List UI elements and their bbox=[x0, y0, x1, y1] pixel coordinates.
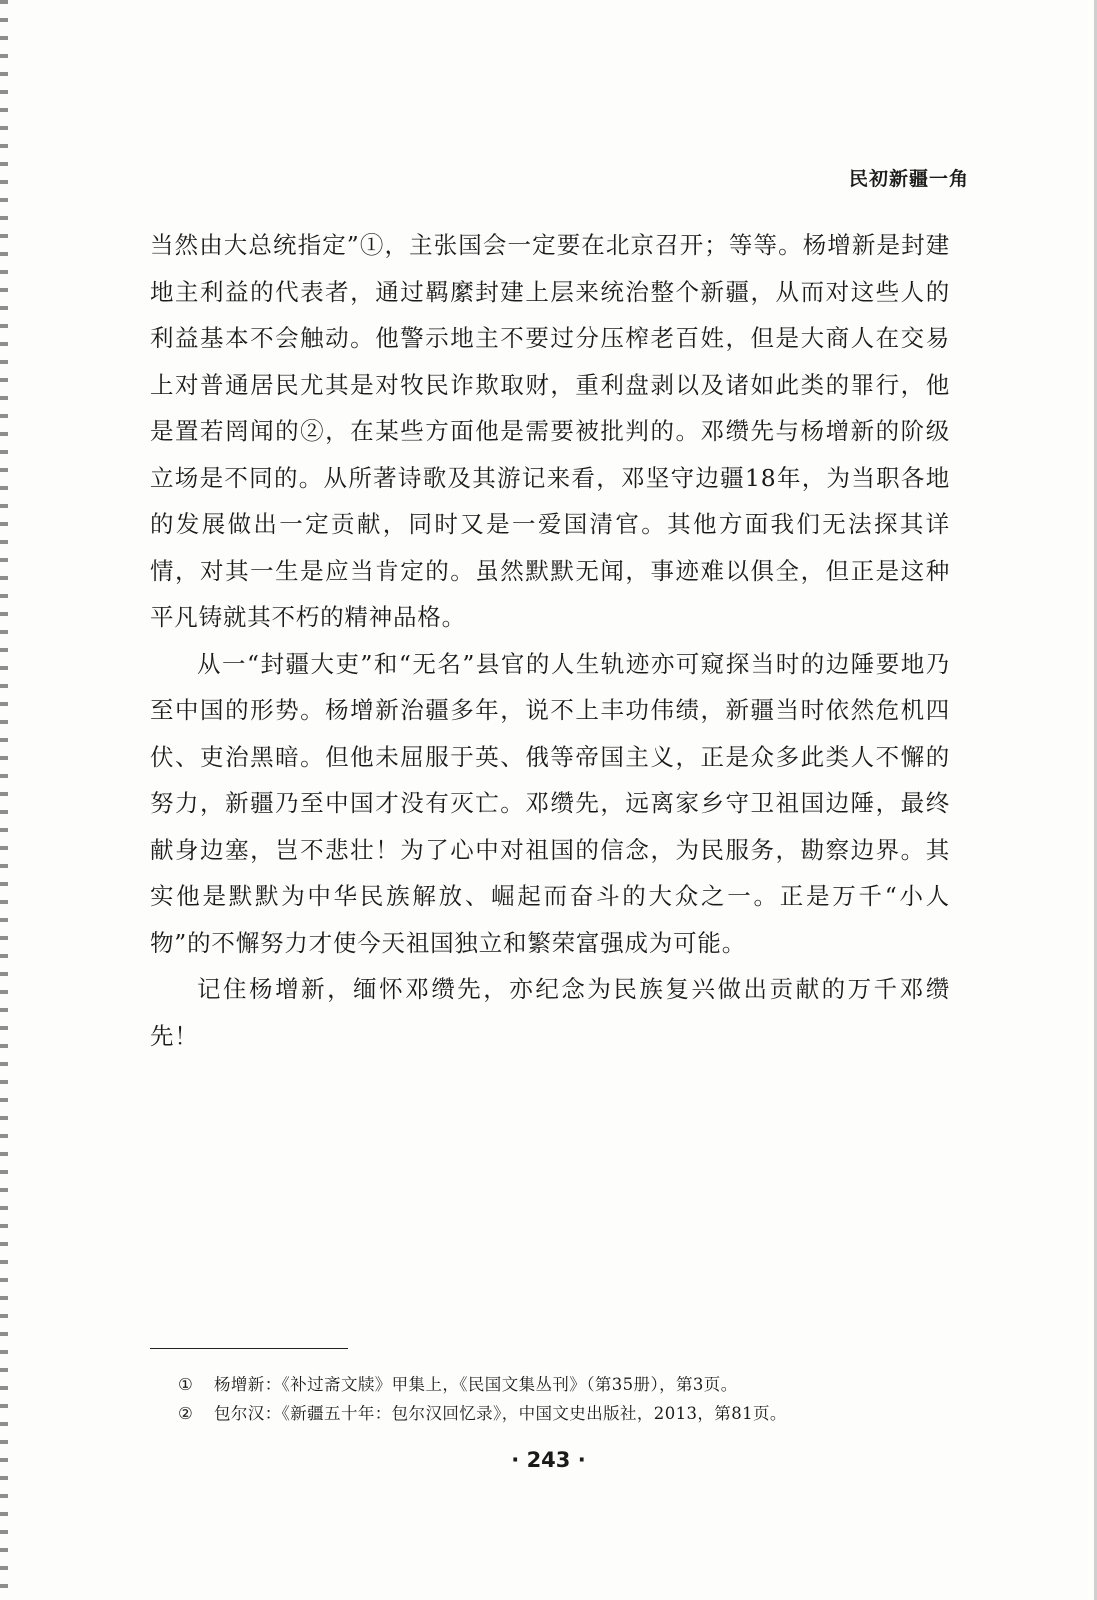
page-number: · 243 · bbox=[511, 1448, 586, 1472]
paragraph-1: 当然由大总统指定”①，主张国会一定要在北京召开；等等。杨增新是封建地主利益的代表者，通过羁縻封建上层来统治整个新疆，从而对这些人的利益基本不会触动。他警示地主不要过分压榨老百姓，但是大商人在交易上对普通居民尤其是对牧民诈欺取财，重利盘剥以及诸如此类的罪行，他是置若罔闻的②，在某些方面他是需要被批判的。邓缵先与杨增新的阶级立场是不同的。从所著诗歌及其游记来看，邓坚守边疆18年，为当职各地的发展做出一定贡献，同时又是一爱国清官。其他方面我们无法探其详情，对其一生是应当肯定的。虽然默默无闻，事迹难以俱全，但正是这种平凡铸就其不朽的精神品格。 bbox=[150, 231, 950, 631]
footnote-text: 杨增新：《补过斋文牍》甲集上，《民国文集丛刊》（第35册），第3页。 bbox=[214, 1375, 738, 1394]
footnote-marker: ② bbox=[178, 1404, 194, 1423]
footnote-text: 包尔汉：《新疆五十年：包尔汉回忆录》，中国文史出版社，2013，第81页。 bbox=[214, 1404, 787, 1423]
footnotes bbox=[178, 1370, 958, 1428]
perforated-left-edge bbox=[0, 0, 8, 1600]
body-text bbox=[150, 222, 950, 1059]
footnote-2 bbox=[178, 1399, 958, 1428]
running-head: 民初新疆一角 bbox=[848, 168, 969, 190]
footnote-marker: ① bbox=[178, 1375, 194, 1394]
paragraph-2: 从一“封疆大吏”和“无名”县官的人生轨迹亦可窥探当时的边陲要地乃至中国的形势。杨增新治疆多年，说不上丰功伟绩，新疆当时依然危机四伏、吏治黑暗。但他未屈服于英、俄等帝国主义，正是众多此类人不懈的努力，新疆乃至中国才没有灭亡。邓缵先，远离家乡守卫祖国边陲，最终献身边塞，岂不悲壮！为了心中对祖国的信念，为民服务，勘察边界。其实他是默默为中华民族解放、崛起而奋斗的大众之一。正是万千“小人物”的不懈努力才使今天祖国独立和繁荣富强成为可能。 bbox=[150, 649, 950, 957]
paragraph-3: 记住杨增新，缅怀邓缵先，亦纪念为民族复兴做出贡献的万千邓缵先！ bbox=[150, 975, 950, 1050]
footnote-divider bbox=[150, 1348, 348, 1349]
footnote-1 bbox=[178, 1370, 958, 1399]
